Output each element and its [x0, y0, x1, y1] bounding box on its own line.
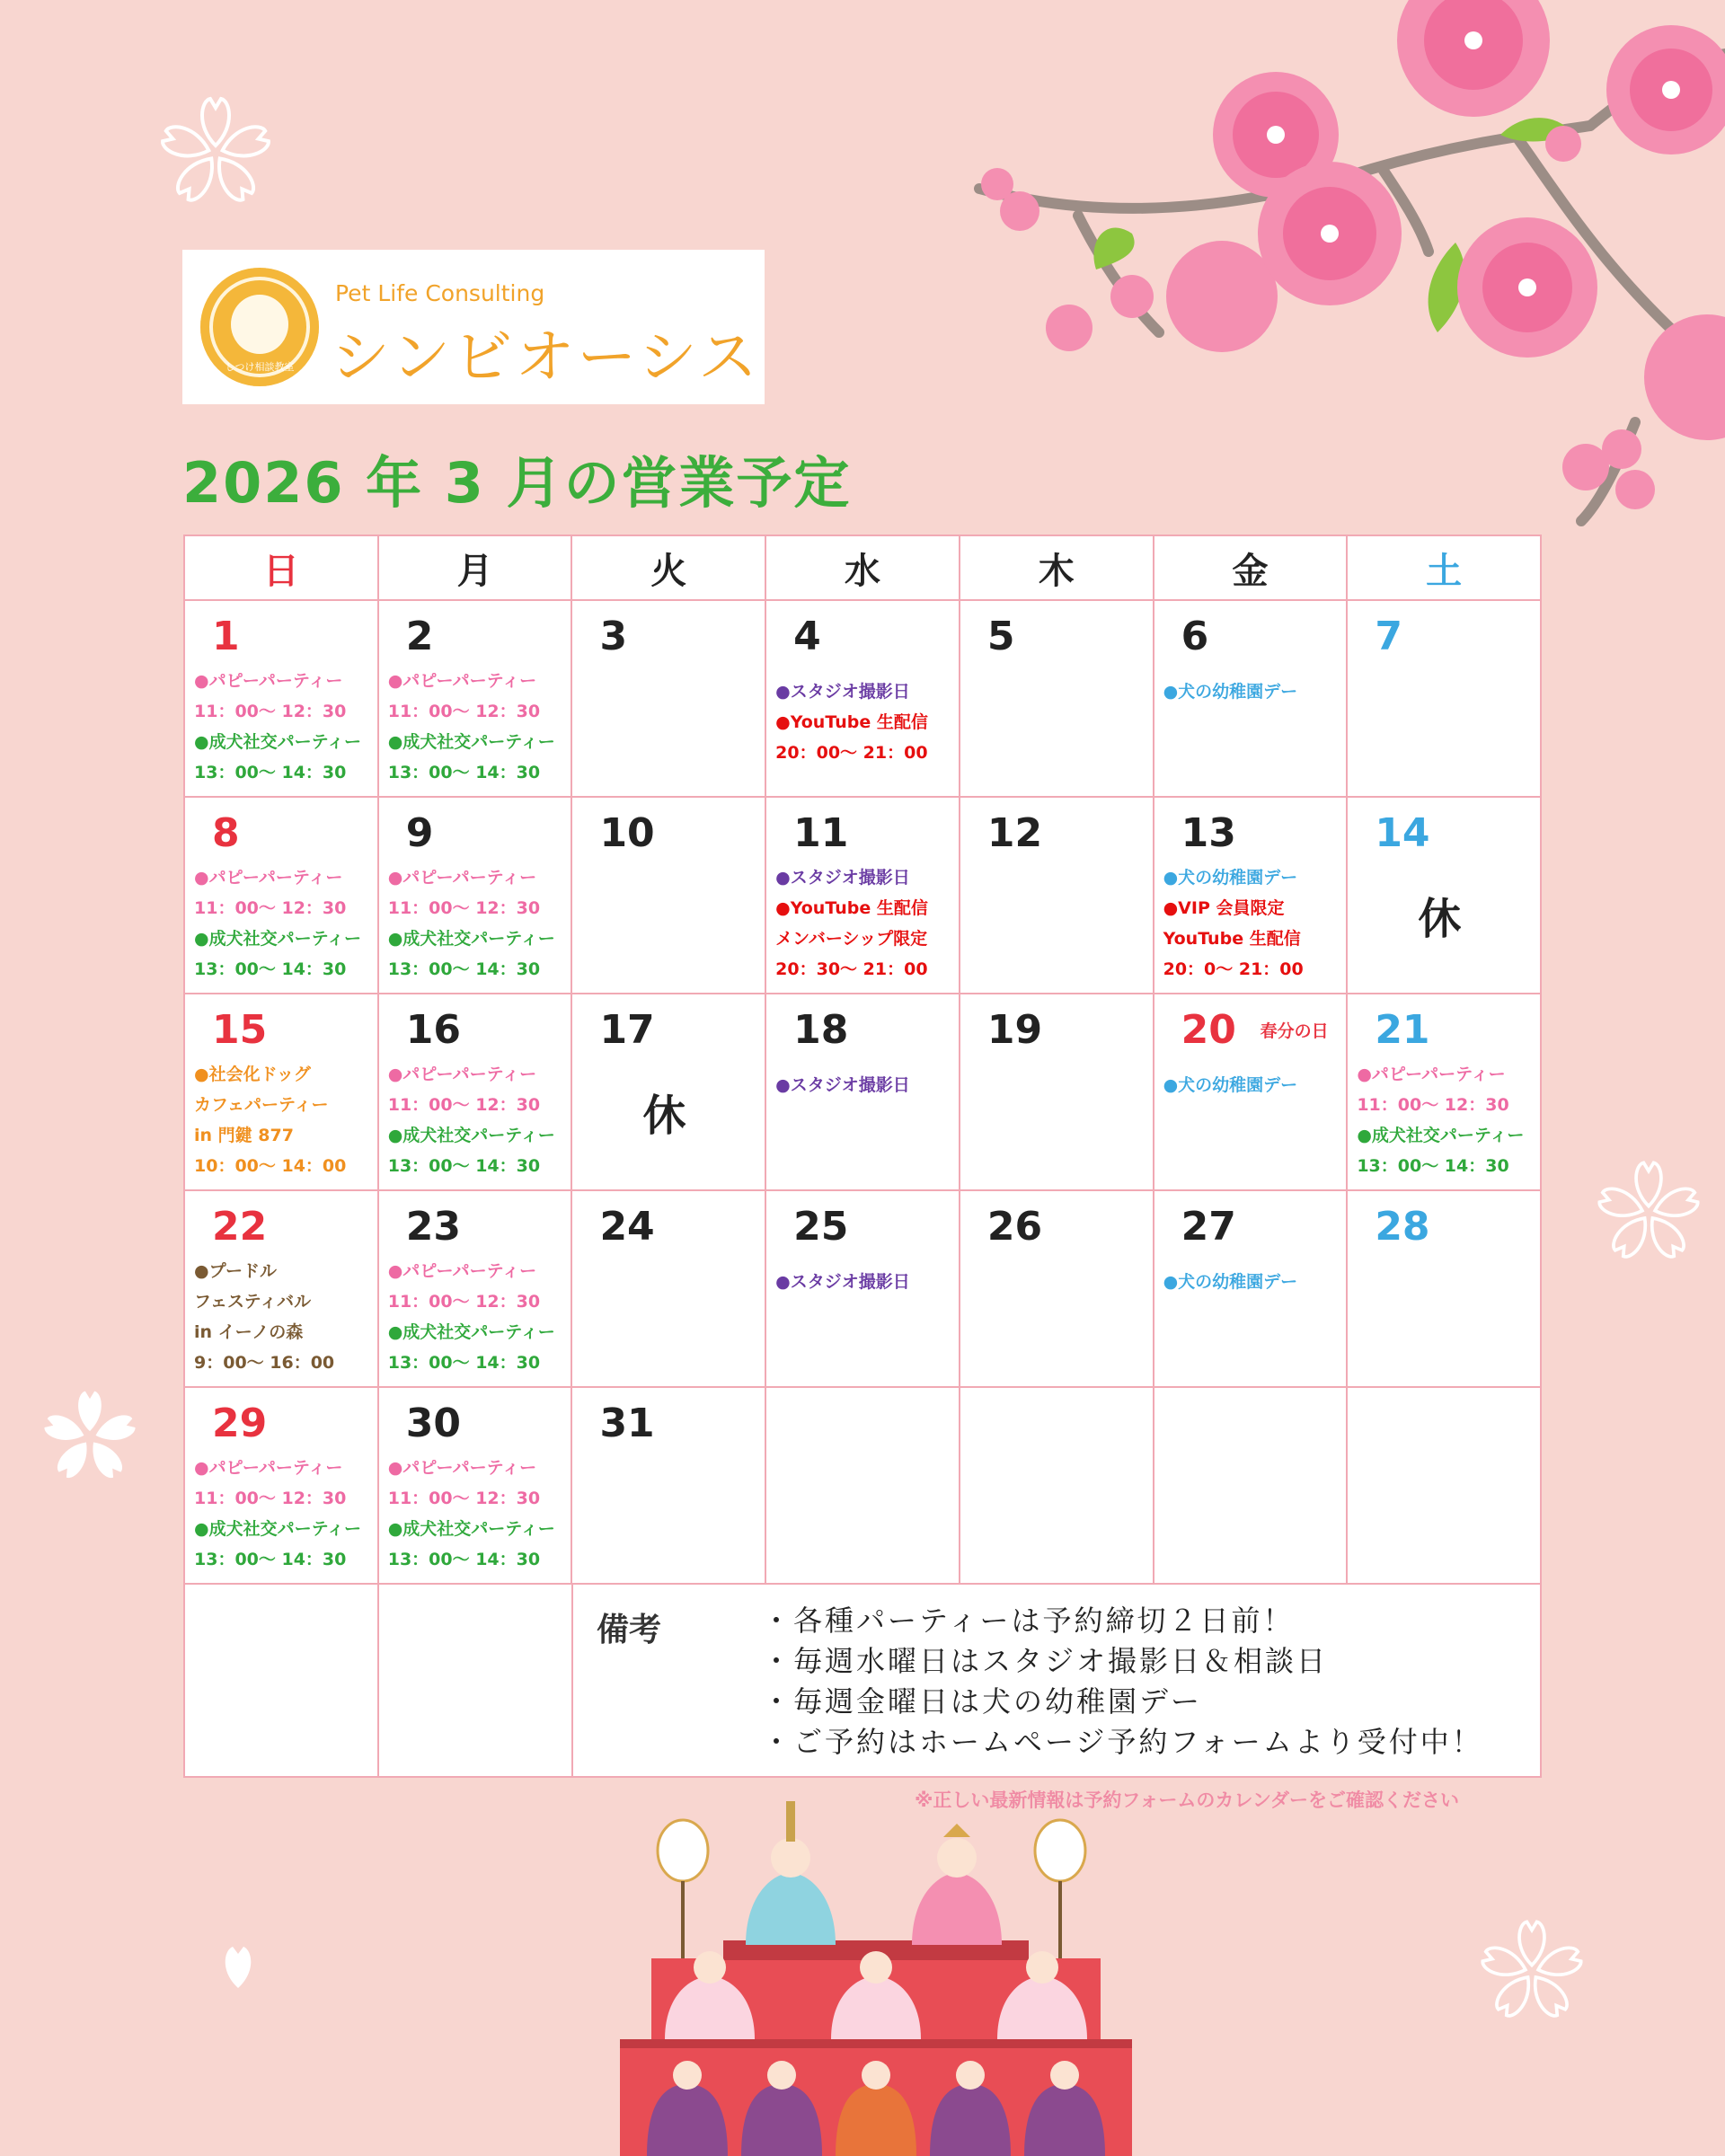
event-title: ●スタジオ撮影日 — [775, 682, 910, 702]
day-number: 21 — [1375, 1007, 1430, 1053]
day-number: 28 — [1375, 1204, 1430, 1250]
event-list — [1163, 1070, 1347, 1100]
calendar-day-cell — [572, 601, 766, 796]
calendar-day-cell — [766, 601, 960, 796]
event-detail: 11：00～ 12：30 — [194, 702, 347, 721]
calendar-day-cell — [572, 1388, 766, 1583]
event-detail: 13：00～ 14：30 — [387, 1156, 541, 1176]
event-detail: 20：30～ 21：00 — [775, 959, 928, 979]
event-list — [194, 1256, 377, 1378]
day-number: 27 — [1181, 1204, 1236, 1250]
petal-icon — [220, 1945, 256, 1990]
event-list — [1163, 862, 1347, 985]
calendar-day-cell — [379, 994, 573, 1189]
day-number: 4 — [793, 614, 821, 659]
event-title: ●パピーパーティー — [387, 868, 537, 888]
event-title: ●パピーパーティー — [194, 868, 343, 888]
notes-blank-cell — [379, 1585, 573, 1776]
day-number: 14 — [1375, 810, 1430, 856]
day-number: 7 — [1375, 614, 1402, 659]
calendar-day-cell — [185, 1388, 379, 1583]
event-list — [1163, 676, 1347, 707]
closed-label: 休 — [642, 1091, 686, 1141]
calendar-day-cell — [379, 1191, 573, 1386]
weekday-header — [185, 536, 1540, 601]
event-list — [775, 862, 959, 985]
note-item: ・各種パーティーは予約締切２日前！ — [762, 1604, 1295, 1638]
calendar-week — [185, 1388, 1540, 1585]
brand-logo — [182, 250, 765, 404]
event-detail: 11：00～ 12：30 — [387, 898, 541, 918]
day-number: 24 — [599, 1204, 655, 1250]
calendar-day-cell — [960, 994, 1154, 1189]
sakura-outline-icon — [1590, 1154, 1707, 1271]
hina-doll-display-illustration — [611, 1797, 1141, 2156]
event-title: ●パピーパーティー — [387, 671, 537, 691]
event-title: ●YouTube 生配信 — [775, 898, 928, 918]
event-title: ●プードル — [194, 1261, 278, 1281]
day-number: 26 — [986, 1204, 1043, 1250]
calendar-day-cell — [185, 601, 379, 796]
notes-row — [185, 1585, 1540, 1776]
calendar-day-cell — [379, 601, 573, 796]
notes-list — [762, 1601, 1483, 1763]
calendar-week — [185, 994, 1540, 1191]
event-title: ●パピーパーティー — [387, 1065, 537, 1084]
event-detail: 13：00～ 14：30 — [194, 763, 347, 782]
event-detail: カフェパーティー — [194, 1095, 329, 1115]
notes-label: 備考 — [597, 1612, 662, 1648]
day-number: 16 — [405, 1007, 461, 1053]
event-list — [194, 666, 377, 788]
event-list — [194, 862, 377, 985]
event-list — [194, 1059, 377, 1181]
weekday-fri: 金 — [1154, 536, 1349, 599]
calendar-week — [185, 601, 1540, 798]
event-list — [388, 1256, 571, 1378]
event-detail: 13：00～ 14：30 — [194, 959, 347, 979]
closed-label: 休 — [1418, 894, 1462, 944]
weekday-tue: 火 — [572, 536, 766, 599]
badge-text: しつけ相談教室 — [225, 361, 295, 373]
event-title: ●パピーパーティー — [194, 1458, 343, 1478]
event-list — [775, 676, 959, 768]
calendar-day-cell — [766, 1191, 960, 1386]
event-title: ●パピーパーティー — [194, 671, 343, 691]
day-number: 10 — [599, 810, 655, 856]
event-detail: 11：00～ 12：30 — [387, 1095, 541, 1115]
event-detail: YouTube 生配信 — [1163, 929, 1301, 949]
event-detail: 13：00～ 14：30 — [194, 1550, 347, 1569]
calendar-day-cell — [1348, 1191, 1540, 1386]
day-number: 25 — [793, 1204, 849, 1250]
calendar-day-cell — [572, 798, 766, 993]
event-title: ●犬の幼稚園デー — [1163, 868, 1298, 888]
event-title: ●成犬社交パーティー — [194, 732, 362, 752]
sakura-outline-icon — [153, 90, 279, 216]
event-title: ●YouTube 生配信 — [775, 712, 928, 732]
holiday-label: 春分の日 — [1260, 1021, 1329, 1041]
calendar-week — [185, 1191, 1540, 1388]
event-title: ●成犬社交パーティー — [387, 929, 555, 949]
event-detail: 20：00～ 21：00 — [775, 743, 928, 763]
calendar-day-cell — [766, 1388, 960, 1583]
event-title: ●スタジオ撮影日 — [775, 1075, 910, 1095]
day-number: 13 — [1181, 810, 1236, 856]
event-detail: メンバーシップ限定 — [775, 929, 928, 949]
event-detail: 9：00～ 16：00 — [194, 1353, 335, 1373]
event-list — [194, 1453, 377, 1575]
event-title: ●成犬社交パーティー — [1357, 1126, 1525, 1145]
calendar-day-cell — [1348, 601, 1540, 796]
calendar-day-cell — [572, 994, 766, 1189]
event-detail: 11：00～ 12：30 — [1357, 1095, 1509, 1115]
event-detail: 11：00～ 12：30 — [387, 1489, 541, 1508]
event-title: ●犬の幼稚園デー — [1163, 1075, 1298, 1095]
event-title: ●成犬社交パーティー — [194, 1519, 362, 1539]
calendar — [183, 535, 1542, 1778]
event-list — [388, 1453, 571, 1575]
event-title: ●社会化ドッグ — [194, 1065, 311, 1084]
day-number: 23 — [405, 1204, 461, 1250]
calendar-week — [185, 798, 1540, 994]
calendar-day-cell — [960, 601, 1154, 796]
note-item: ・毎週金曜日は犬の幼稚園デー — [762, 1684, 1203, 1719]
day-number: 19 — [986, 1007, 1043, 1053]
sakura-outline-icon — [1473, 1913, 1590, 2030]
event-title: ●成犬社交パーティー — [387, 732, 555, 752]
event-title: ●成犬社交パーティー — [387, 1322, 555, 1342]
event-title: ●パピーパーティー — [387, 1458, 537, 1478]
peach-blossom-branch — [952, 0, 1725, 539]
event-detail: 11：00～ 12：30 — [194, 898, 347, 918]
weekday-thu: 木 — [960, 536, 1154, 599]
calendar-day-cell — [185, 994, 379, 1189]
event-title: ●スタジオ撮影日 — [775, 1272, 910, 1292]
event-list — [1163, 1267, 1347, 1297]
calendar-day-cell — [379, 1388, 573, 1583]
day-number: 30 — [405, 1401, 461, 1446]
event-title: ●成犬社交パーティー — [194, 929, 362, 949]
event-title: ●犬の幼稚園デー — [1163, 1272, 1298, 1292]
calendar-day-cell — [1348, 1388, 1540, 1583]
day-number: 8 — [212, 810, 240, 856]
event-title: ●パピーパーティー — [387, 1261, 537, 1281]
notes-blank-cell — [185, 1585, 379, 1776]
day-number: 12 — [986, 810, 1043, 856]
event-title: ●犬の幼稚園デー — [1163, 682, 1298, 702]
event-detail: 13：00～ 14：30 — [387, 763, 541, 782]
weekday-mon: 月 — [379, 536, 573, 599]
calendar-day-cell — [960, 798, 1154, 993]
event-detail: 10：00～ 14：00 — [194, 1156, 347, 1176]
brand-name-en: Pet Life Consulting — [335, 280, 545, 306]
calendar-day-cell — [766, 798, 960, 993]
event-detail: 13：00～ 14：30 — [387, 1353, 541, 1373]
sakura-filled-icon — [36, 1383, 144, 1491]
event-list — [388, 1059, 571, 1181]
event-detail: 20：0～ 21：00 — [1163, 959, 1304, 979]
disclaimer: ※正しい最新情報は予約フォームのカレンダーをご確認ください — [915, 1789, 1459, 1811]
day-number: 5 — [986, 614, 1015, 659]
calendar-weeks — [185, 601, 1540, 1585]
note-item: ・毎週水曜日はスタジオ撮影日＆相談日 — [762, 1644, 1329, 1678]
day-number: 6 — [1181, 614, 1209, 659]
event-detail: in イーノの森 — [194, 1322, 304, 1342]
event-title: ●パピーパーティー — [1357, 1065, 1506, 1084]
day-number: 1 — [212, 614, 240, 659]
weekday-sat: 土 — [1426, 550, 1463, 592]
dog-badge-icon — [200, 268, 319, 386]
day-number: 17 — [599, 1007, 655, 1053]
event-detail: フェスティバル — [194, 1292, 312, 1312]
event-detail: in 門鍵 877 — [194, 1126, 294, 1145]
calendar-day-cell — [1154, 1388, 1349, 1583]
calendar-day-cell — [1154, 1191, 1349, 1386]
weekday-wed: 水 — [766, 536, 960, 599]
event-detail: 13：00～ 14：30 — [1357, 1156, 1509, 1176]
event-title: ●VIP 会員限定 — [1163, 898, 1285, 918]
event-title: ●成犬社交パーティー — [387, 1519, 555, 1539]
calendar-day-cell — [379, 798, 573, 993]
day-number: 31 — [599, 1401, 655, 1446]
calendar-day-cell — [766, 994, 960, 1189]
event-title: ●スタジオ撮影日 — [775, 868, 910, 888]
event-list — [775, 1267, 959, 1297]
day-number: 15 — [212, 1007, 268, 1053]
event-title: ●成犬社交パーティー — [387, 1126, 555, 1145]
note-item: ・ご予約はホームページ予約フォームより受付中！ — [762, 1725, 1483, 1759]
calendar-day-cell — [960, 1191, 1154, 1386]
calendar-day-cell — [185, 1191, 379, 1386]
notes — [573, 1585, 1540, 1776]
event-detail: 13：00～ 14：30 — [387, 1550, 541, 1569]
day-number: 22 — [212, 1204, 268, 1250]
event-list — [1357, 1059, 1540, 1181]
calendar-day-cell — [1154, 994, 1349, 1189]
day-number: 20 — [1181, 1007, 1236, 1053]
calendar-day-cell — [572, 1191, 766, 1386]
event-detail: 13：00～ 14：30 — [387, 959, 541, 979]
brand-name-jp: シンビオーシス — [331, 323, 761, 392]
day-number: 9 — [405, 810, 434, 856]
calendar-day-cell — [1154, 601, 1349, 796]
day-number: 18 — [793, 1007, 849, 1053]
event-detail: 11：00～ 12：30 — [194, 1489, 347, 1508]
day-number: 29 — [212, 1401, 268, 1446]
event-list — [388, 666, 571, 788]
calendar-day-cell — [1348, 994, 1540, 1189]
calendar-day-cell — [185, 798, 379, 993]
calendar-day-cell — [1154, 798, 1349, 993]
event-list — [388, 862, 571, 985]
calendar-day-cell — [960, 1388, 1154, 1583]
event-detail: 11：00～ 12：30 — [387, 1292, 541, 1312]
event-detail: 11：00～ 12：30 — [387, 702, 541, 721]
day-number: 3 — [599, 614, 628, 659]
event-list — [775, 1070, 959, 1100]
day-number: 11 — [793, 810, 849, 856]
calendar-day-cell — [1348, 798, 1540, 993]
weekday-sun: 日 — [185, 536, 379, 599]
day-number: 2 — [405, 614, 434, 659]
page-title: 2026 年 3 月の営業予定 — [182, 450, 852, 516]
